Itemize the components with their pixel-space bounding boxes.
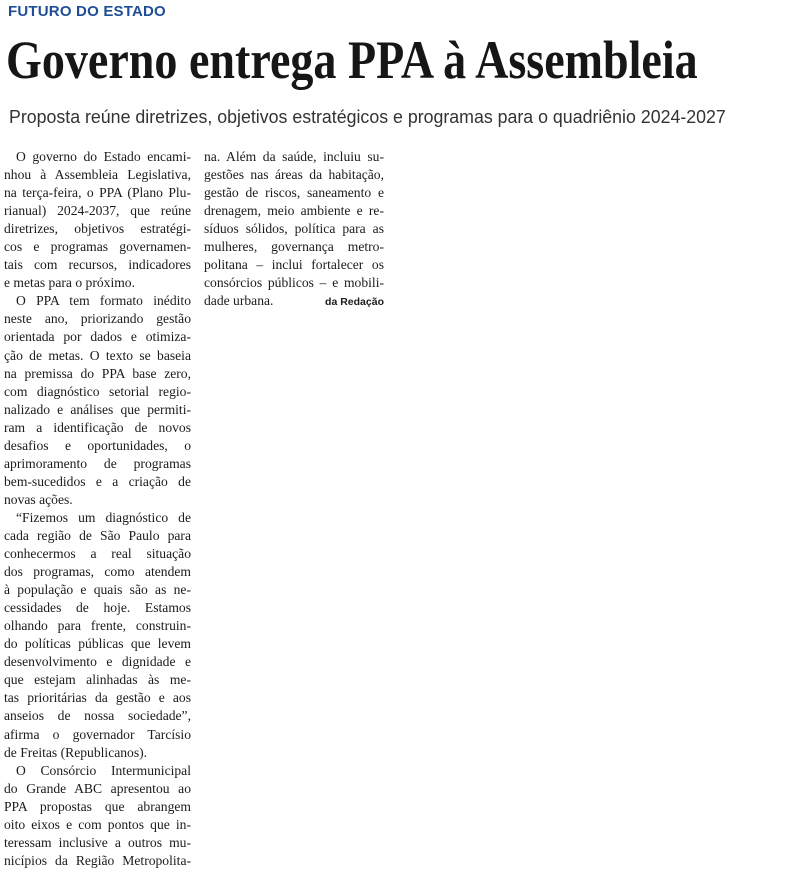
body-line: ram a identificação de novos — [4, 419, 191, 435]
body-line: PPA propostas que abrangem — [4, 798, 191, 814]
article-subheadline: Proposta reúne diretrizes, objetivos estratégicos e programas para o quadriênio 2024-2027 — [9, 106, 726, 127]
body-line: na terça-feira, o PPA (Plano Plu- — [4, 185, 191, 201]
body-line: com diagnóstico setorial regio- — [4, 383, 191, 399]
body-line: afirma o governador Tarcísio — [4, 726, 191, 742]
body-line: nalizado e análises que permiti- — [4, 401, 191, 417]
section-kicker: FUTURO DO ESTADO — [8, 3, 166, 20]
body-line: nicípios da Região Metropolita- — [4, 852, 191, 868]
body-line: gestões nas áreas da habitação, — [204, 167, 384, 183]
body-line: do Grande ABC apresentou ao — [4, 780, 191, 796]
body-line: O PPA tem formato inédito — [16, 293, 191, 309]
body-line: bem-sucedidos e a criação de — [4, 473, 191, 489]
body-line: gestão de riscos, saneamento e — [204, 185, 384, 201]
body-line: orientada por dados e otimiza- — [4, 329, 191, 345]
body-line: diretrizes, objetivos estratégi- — [4, 221, 191, 237]
body-line-last — [204, 292, 384, 310]
body-line-text: dade urbana. — [204, 293, 274, 309]
body-line: desenvolvimento e dignidade e — [4, 654, 191, 670]
body-line: e metas para o próximo. — [4, 275, 135, 291]
body-line: ção de metas. O texto se baseia — [4, 347, 191, 363]
body-line: consórcios públicos – e mobili- — [204, 275, 384, 291]
body-line: desafios e oportunidades, o — [4, 437, 191, 453]
article-column-2 — [204, 148, 384, 311]
body-line: de Freitas (Republicanos). — [4, 744, 148, 760]
body-line: nhou à Assembleia Legislativa, — [4, 167, 191, 183]
body-line: tais com recursos, indicadores — [4, 257, 191, 273]
body-line: teressam inclusive a outros mu- — [4, 834, 191, 850]
body-line: aprimoramento de programas — [4, 455, 191, 471]
body-line: novas ações. — [4, 491, 73, 507]
body-line: rianual) 2024-2037, que reúne — [4, 203, 191, 219]
body-line: O governo do Estado encami- — [16, 149, 191, 164]
body-line: na. Além da saúde, incluiu su- — [204, 149, 384, 164]
body-line: politana – inclui fortalecer os — [204, 257, 384, 273]
body-line: dos programas, como atendem — [4, 564, 191, 580]
article-column-1 — [4, 148, 191, 870]
body-line: do políticas públicas que levem — [4, 636, 191, 652]
body-line: síduos sólidos, política para as — [204, 221, 384, 237]
body-line: olhando para frente, construin- — [4, 618, 191, 634]
body-line: anseios de nossa sociedade”, — [4, 708, 191, 724]
body-line: oito eixos e com pontos que in- — [4, 816, 191, 832]
body-line: drenagem, meio ambiente e re- — [204, 203, 384, 219]
body-line: cada região de São Paulo para — [4, 527, 191, 543]
body-line: neste ano, priorizando gestão — [4, 311, 191, 327]
body-line: cos e programas governamen- — [4, 239, 191, 255]
body-line: tas prioritárias da gestão e aos — [4, 690, 191, 706]
body-line: à população e quais são as ne- — [4, 582, 191, 598]
body-line: O Consórcio Intermunicipal — [16, 762, 191, 778]
body-line: cessidades de hoje. Estamos — [4, 600, 191, 616]
body-line: mulheres, governança metro- — [204, 239, 384, 255]
body-line: conhecermos a real situação — [4, 546, 191, 562]
byline-credit: da Redação — [325, 296, 384, 309]
body-line: que estejam alinhadas às me- — [4, 672, 191, 688]
body-line: “Fizemos um diagnóstico de — [16, 509, 191, 525]
article-headline: Governo entrega PPA à Assembleia — [6, 30, 698, 90]
body-line: na premissa do PPA base zero, — [4, 365, 191, 381]
